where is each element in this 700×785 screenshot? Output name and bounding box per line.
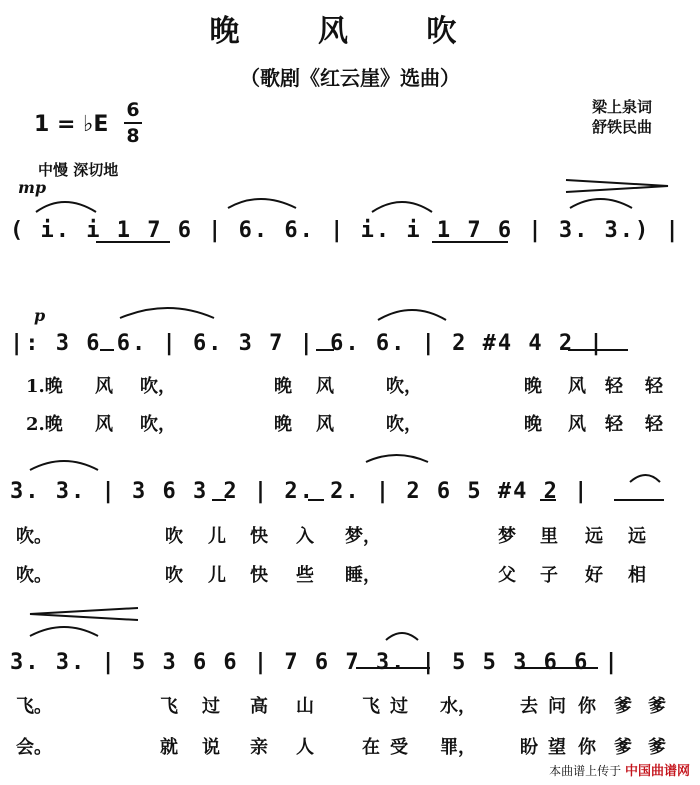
meter-bottom: 8 xyxy=(126,125,140,147)
slur xyxy=(372,202,432,212)
lyric-char: 盼 xyxy=(520,737,538,758)
lyric-char: 晚 xyxy=(524,376,542,397)
lyric-char: 飞。 xyxy=(16,696,52,717)
dynamic-mp: mp xyxy=(18,178,47,197)
lyric-char: 飞 xyxy=(160,696,178,717)
lyric-char: 好 xyxy=(585,565,603,586)
slur xyxy=(228,199,296,208)
lyric-char: 山 xyxy=(296,696,314,717)
lyric-char: 梦 xyxy=(498,526,516,547)
lyric-char: 就 xyxy=(160,737,178,758)
lyric-char: 高 xyxy=(250,696,268,717)
lyric-char: 吹。 xyxy=(16,526,52,547)
lyric-char: 风 xyxy=(316,414,334,435)
crescendo-hairpin xyxy=(30,608,138,620)
lyric-char: 2.晚 xyxy=(26,414,63,435)
lyric-char: 爹 xyxy=(614,737,632,758)
slur xyxy=(378,310,446,320)
lyric-char: 晚 xyxy=(274,376,292,397)
lyric-char: 会。 xyxy=(16,737,52,758)
staff-line-2: |: 3 6 6. | 6. 3 7 | 6. 6. | 2 #4 4 2 | xyxy=(10,331,605,356)
lyric-char: 吹， xyxy=(140,376,176,397)
lyric-char: 轻 xyxy=(645,376,663,397)
lyric-char: 吹， xyxy=(140,414,176,435)
lyric-char: 风 xyxy=(95,414,113,435)
lyric-char: 人 xyxy=(296,737,314,758)
lyric-char: 风 xyxy=(568,376,586,397)
slur xyxy=(570,199,632,208)
lyricist: 梁上泉词 xyxy=(592,98,653,116)
lyric-char: 吹。 xyxy=(16,565,52,586)
lyric-char: 些 xyxy=(296,565,314,586)
staff-line-1: ( i. i 1 7 6 | 6. 6. | i. i 1 7 6 | 3. 3.) | xyxy=(10,218,681,243)
key-signature: 1 = ♭E xyxy=(34,112,109,137)
slur xyxy=(30,627,98,636)
lyric-char: 你 xyxy=(578,696,596,717)
lyric-char: 爹 xyxy=(648,696,666,717)
lyric-char: 里 xyxy=(540,526,558,547)
lyric-char: 飞 xyxy=(362,696,380,717)
lyric-char: 相 xyxy=(628,565,646,586)
song-title: 晚 风 吹 xyxy=(209,14,491,49)
dynamic-p: p xyxy=(34,306,46,325)
lyric-char: 望 xyxy=(548,737,566,758)
lyric-char: 晚 xyxy=(274,414,292,435)
lyric-char: 入 xyxy=(296,526,314,547)
lyric-char: 亲 xyxy=(250,737,268,758)
lyric-char: 风 xyxy=(568,414,586,435)
lyric-char: 远 xyxy=(628,526,646,547)
lyric-char: 过 xyxy=(202,696,220,717)
meter-top: 6 xyxy=(124,98,142,124)
slur xyxy=(366,455,428,462)
lyric-char: 爹 xyxy=(614,696,632,717)
slur xyxy=(120,308,214,318)
slur xyxy=(386,633,418,640)
tempo-marking: 中慢 深切地 xyxy=(38,161,119,179)
staff-line-3: 3. 3. | 3 6 3 2 | 2. 2. | 2 6 5 #4 2 | xyxy=(10,479,590,504)
composer: 舒铁民曲 xyxy=(592,118,653,136)
fermata-slur xyxy=(630,475,660,482)
staff-line-4: 3. 3. | 5 3 6 6 | 7 6 7 3. | 5 5 3 6 6 | xyxy=(10,650,620,675)
lyric-char: 爹 xyxy=(648,737,666,758)
lyric-char: 吹， xyxy=(386,376,422,397)
lyric-char: 过 xyxy=(390,696,408,717)
lyric-char: 水， xyxy=(440,696,476,717)
lyric-char: 受 xyxy=(390,737,408,758)
lyric-char: 吹 xyxy=(165,565,183,586)
slur xyxy=(30,461,98,470)
footer-text: 本曲谱上传于 xyxy=(549,764,622,778)
lyric-char: 父 xyxy=(498,565,516,586)
lyric-char: 梦， xyxy=(345,526,381,547)
lyric-char: 儿 xyxy=(208,565,226,586)
lyric-char: 快 xyxy=(250,565,268,586)
lyric-char: 轻 xyxy=(645,414,663,435)
lyric-char: 远 xyxy=(585,526,603,547)
lyric-char: 子 xyxy=(540,565,558,586)
lyric-char: 问 xyxy=(548,696,566,717)
lyric-char: 吹， xyxy=(386,414,422,435)
site-logo[interactable]: 中国曲谱网 xyxy=(624,764,690,779)
song-subtitle: （歌剧《红云崖》选曲） xyxy=(240,66,460,90)
lyric-char: 在 xyxy=(362,737,380,758)
lyric-char: 你 xyxy=(578,737,596,758)
lyric-char: 风 xyxy=(95,376,113,397)
decrescendo-hairpin xyxy=(566,180,668,192)
source-footer xyxy=(549,760,690,779)
lyric-char: 快 xyxy=(250,526,268,547)
lyric-char: 轻 xyxy=(605,414,623,435)
lyric-char: 风 xyxy=(316,376,334,397)
lyric-char: 儿 xyxy=(208,526,226,547)
slur xyxy=(36,202,96,212)
lyric-char: 睡， xyxy=(345,565,381,586)
lyric-char: 1.晚 xyxy=(26,376,63,397)
lyric-char: 轻 xyxy=(605,376,623,397)
lyric-char: 说 xyxy=(202,737,220,758)
lyric-char: 晚 xyxy=(524,414,542,435)
lyric-char: 罪， xyxy=(440,737,476,758)
lyric-char: 吹 xyxy=(165,526,183,547)
lyric-char: 去 xyxy=(520,696,538,717)
